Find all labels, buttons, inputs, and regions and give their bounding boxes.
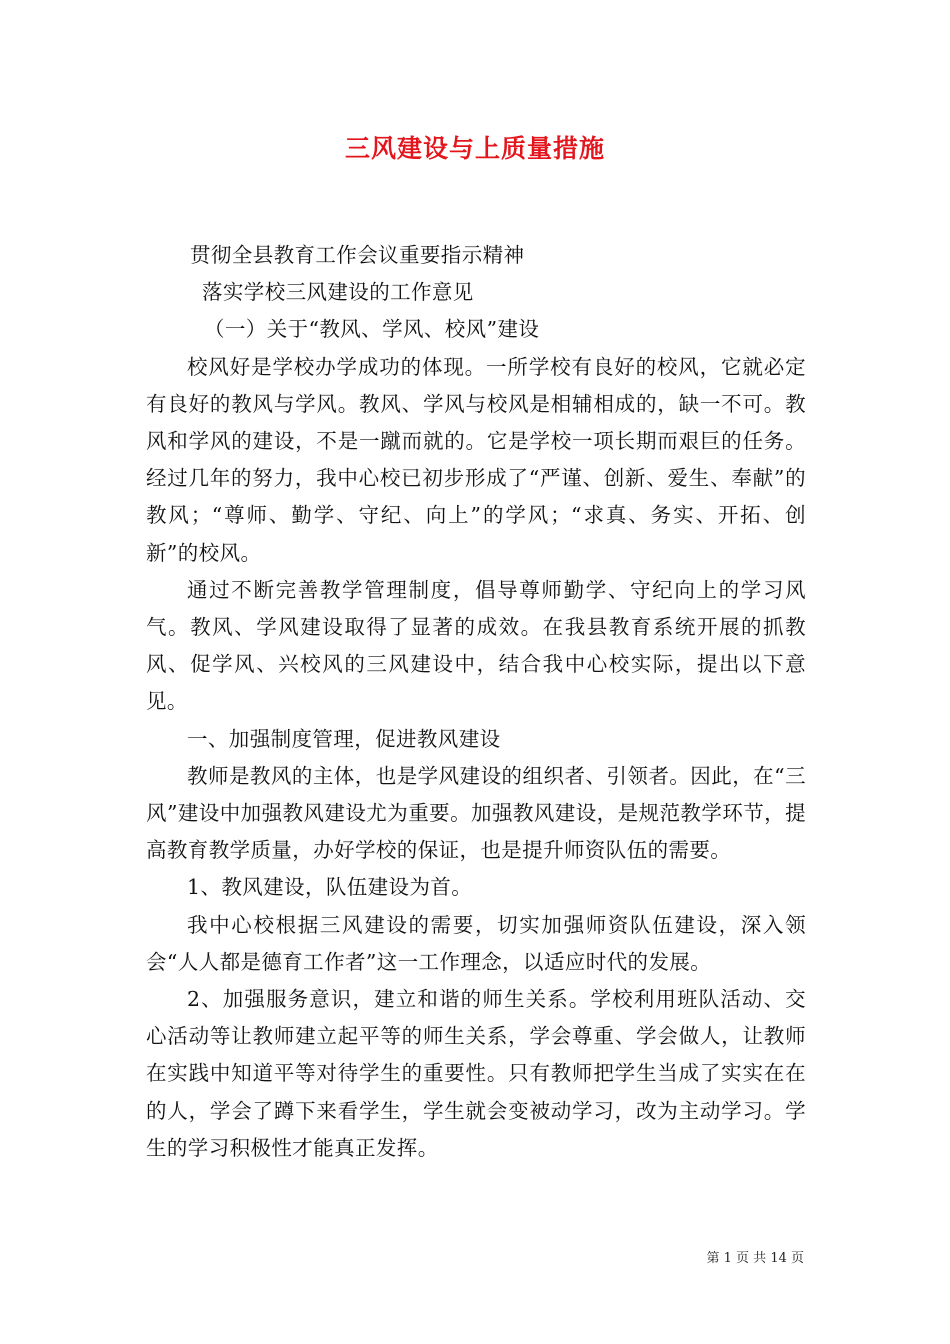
subheading: 一、加强制度管理，促进教风建设	[187, 726, 501, 751]
paragraph: 校风好是学校办学成功的体现。一所学校有良好的校风，它就必定有良好的教风与学风。教风、学风与校风是相辅相成的，缺一不可。教风和学风的建设，不是一蹴而就的。它是学校一项长期而艰巨的任务。经过几年的努力，我中心校已初步形成了“严谨、创新、爱生、奉献”的教风；“尊师、勤学、守纪、向上”的学风；“求真、务实、开拓、创新”的校风。	[146, 354, 806, 565]
document-title: 三风建设与上质量措施	[344, 134, 605, 163]
page-number: 第 1 页 共 14 页	[706, 1251, 804, 1266]
paragraph: 我中心校根据三风建设的需要，切实加强师资队伍建设，深入领会“人人都是德育工作者”这一工作理念，以适应时代的发展。	[146, 912, 806, 974]
intro-line-2: 落实学校三风建设的工作意见	[202, 280, 474, 305]
subheading: 1、教风建设，队伍建设为首。	[187, 875, 473, 900]
paragraph: 教师是教风的主体，也是学风建设的组织者、引领者。因此，在“三风”建设中加强教风建设尤为重要。加强教风建设，是规范教学环节，提高教育教学质量，办好学校的保证，也是提升师资队伍的需要。	[146, 763, 806, 863]
document-body	[146, 237, 806, 1167]
paragraph: 2、加强服务意识，建立和谐的师生关系。学校利用班队活动、交心活动等让教师建立起平等的师生关系，学会尊重、学会做人，让教师在实践中知道平等对待学生的重要性。只有教师把学生当成了实实在在的人，学会了蹲下来看学生，学生就会变被动学习，改为主动学习。学生的学习积极性才能真正发挥。	[146, 987, 806, 1160]
intro-line-1: 贯彻全县教育工作会议重要指示精神	[190, 243, 525, 267]
section-heading-one: （一）关于“教风、学风、校风”建设	[204, 317, 540, 342]
paragraph: 通过不断完善教学管理制度，倡导尊师勤学、守纪向上的学习风气。教风、学风建设取得了显著的成效。在我县教育系统开展的抓教风、促学风、兴校风的三风建设中，结合我中心校实际，提出以下意见。	[146, 577, 806, 714]
